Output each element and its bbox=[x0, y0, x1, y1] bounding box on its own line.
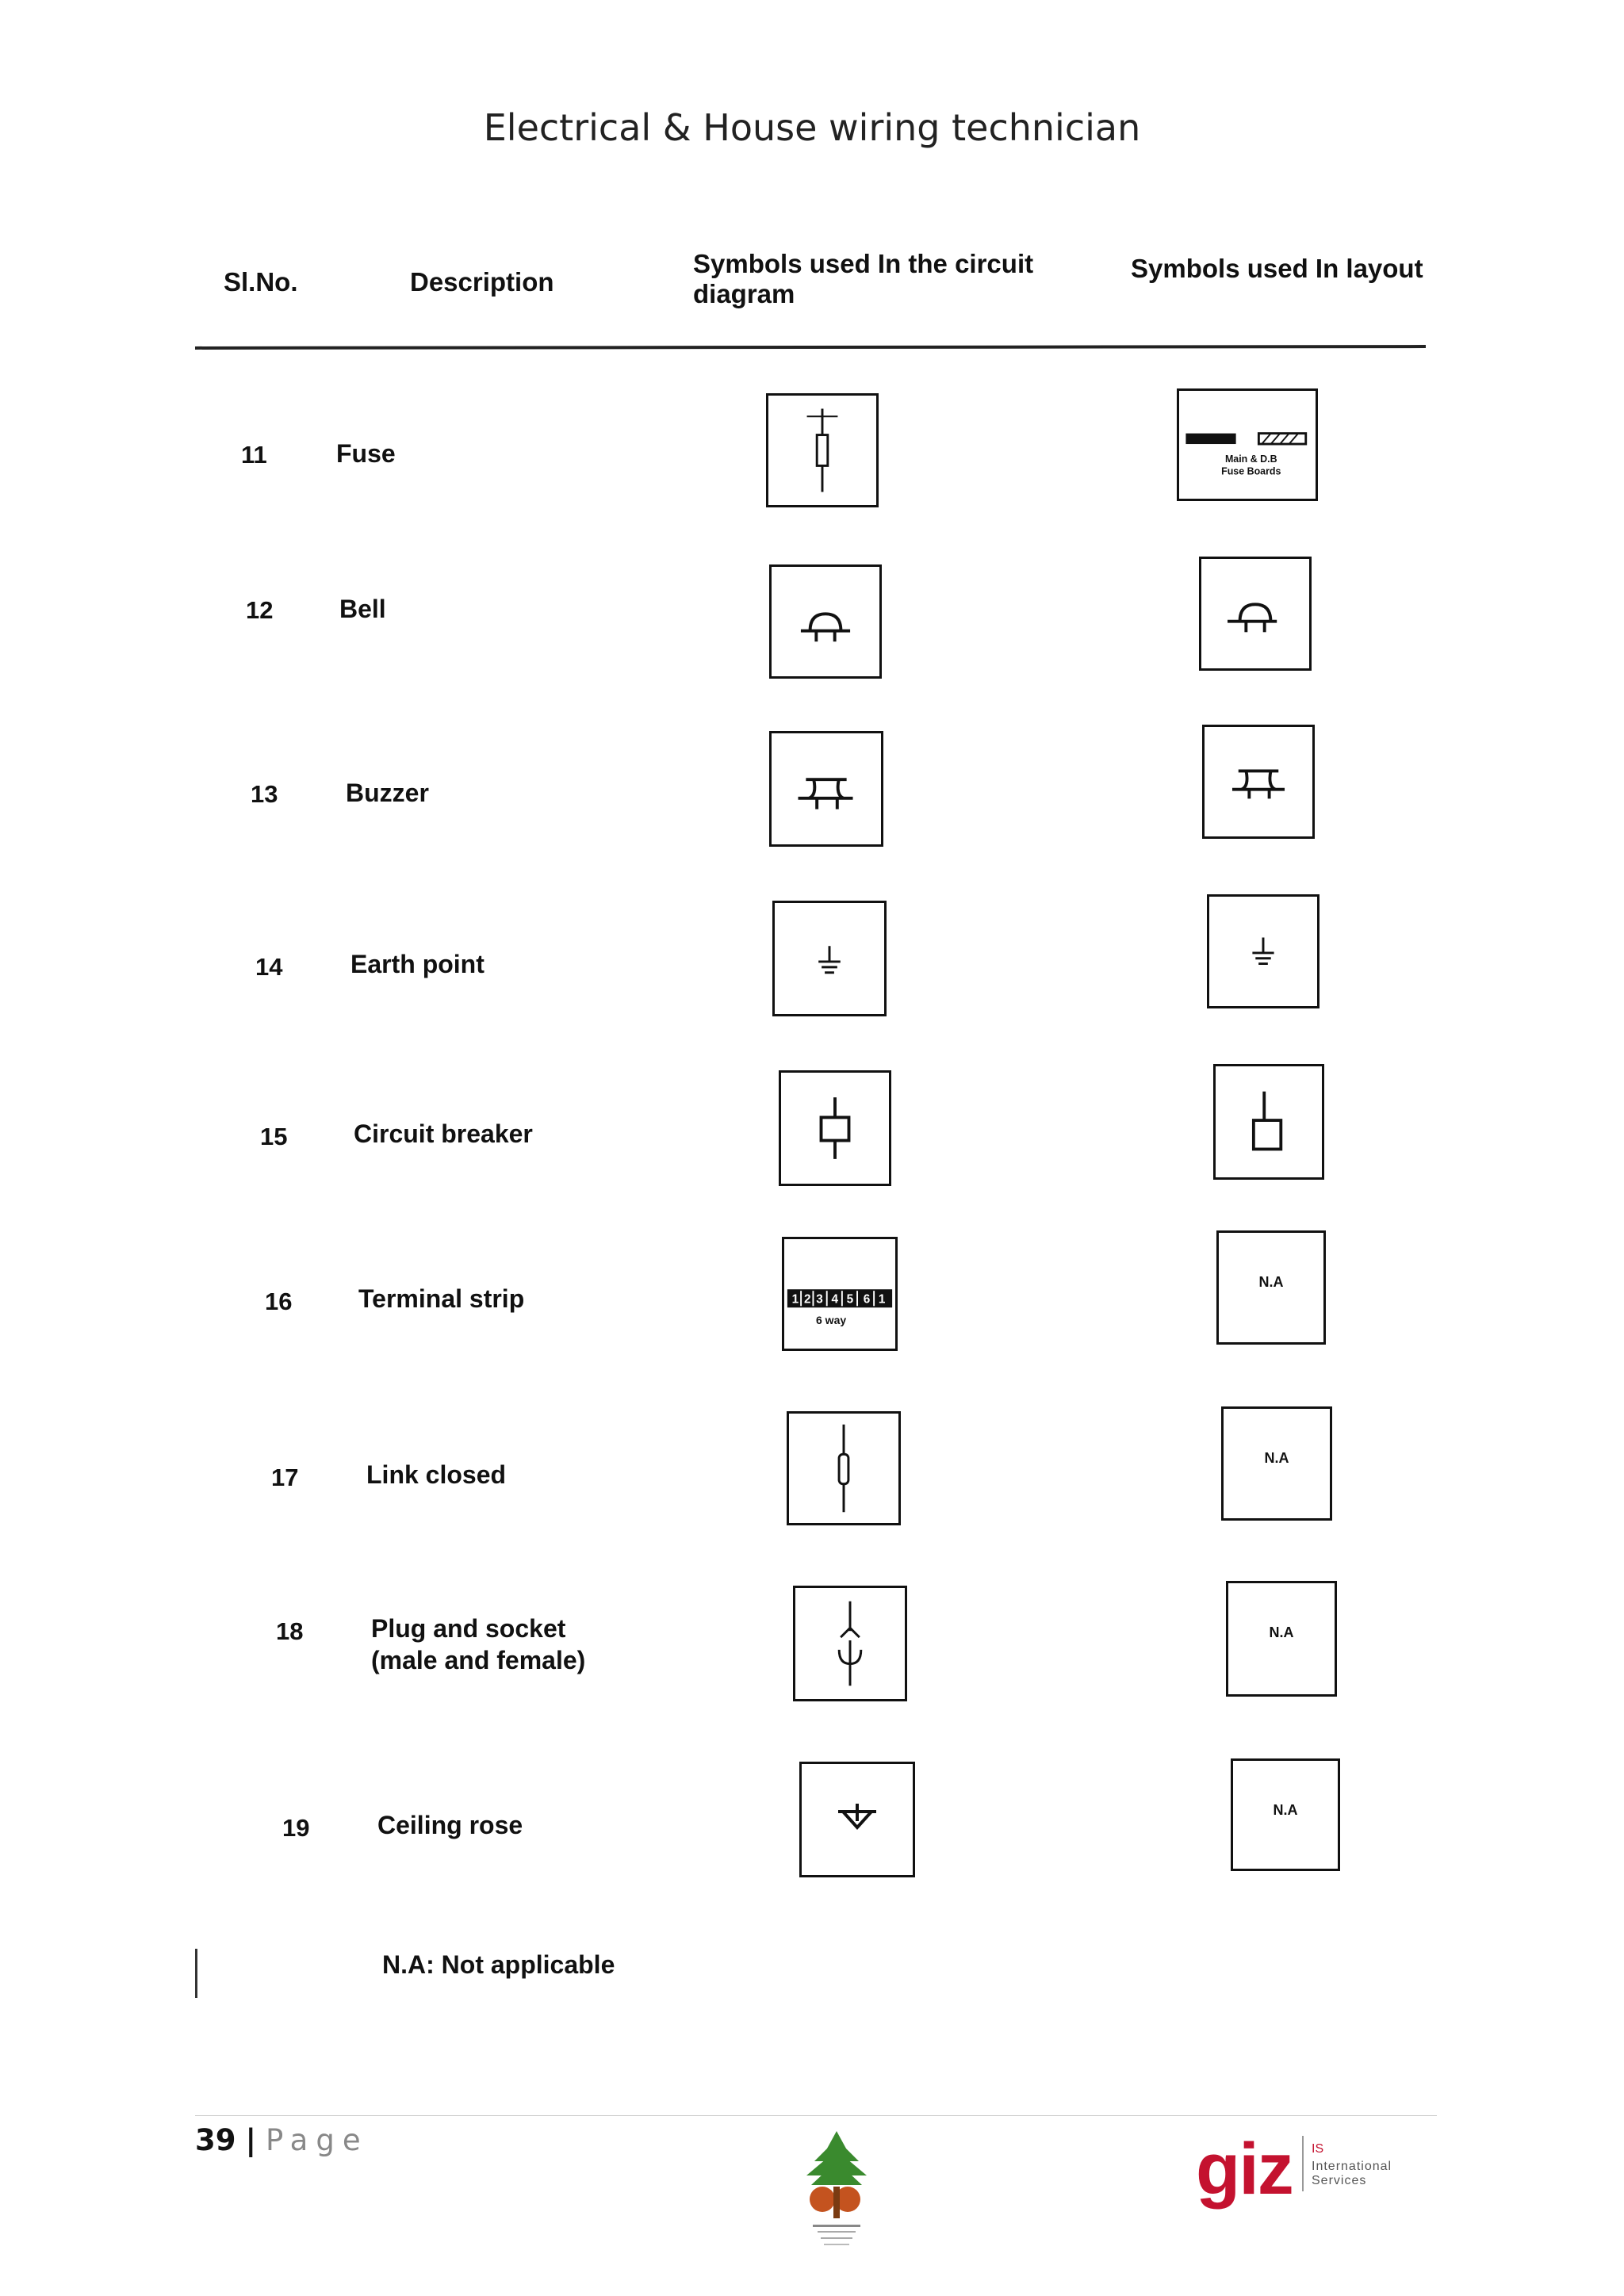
layout-na-box bbox=[1231, 1758, 1340, 1871]
layout-na-box bbox=[1221, 1406, 1332, 1521]
giz-subtitle: International Services bbox=[1312, 2160, 1392, 2187]
bell-symbol-icon bbox=[1199, 557, 1312, 671]
ceiling-rose-symbol-icon bbox=[799, 1762, 915, 1877]
table-row bbox=[0, 1581, 1624, 1708]
row-description: Ceiling rose bbox=[377, 1811, 523, 1839]
buzzer-symbol-icon bbox=[1202, 725, 1315, 839]
row-number: 11 bbox=[241, 441, 267, 469]
row-number: 17 bbox=[271, 1464, 299, 1491]
earth-symbol-icon bbox=[1207, 894, 1320, 1008]
column-header-description: Description bbox=[410, 267, 554, 297]
row-description bbox=[371, 1613, 585, 1676]
row-description: Earth point bbox=[350, 950, 485, 978]
column-header-layout-symbols: Symbols used In layout bbox=[1131, 254, 1423, 283]
row-description-line1: Plug and socket bbox=[371, 1614, 566, 1643]
page-separator: | bbox=[245, 2123, 257, 2157]
svg-text:Main & D.B: Main & D.B bbox=[1224, 453, 1277, 465]
row-number: 13 bbox=[251, 780, 278, 808]
row-number: 16 bbox=[265, 1288, 293, 1315]
margin-mark bbox=[195, 1949, 197, 1998]
svg-text:3: 3 bbox=[816, 1292, 823, 1307]
row-number: 19 bbox=[282, 1814, 310, 1842]
table-row bbox=[0, 388, 1624, 515]
bell-symbol-icon bbox=[769, 564, 882, 679]
fuse-symbol-icon bbox=[766, 393, 879, 507]
circuit-breaker-symbol-icon bbox=[779, 1070, 891, 1186]
row-number: 15 bbox=[260, 1123, 288, 1150]
circuit-breaker-layout-icon bbox=[1213, 1064, 1324, 1180]
svg-text:5: 5 bbox=[846, 1292, 854, 1307]
buzzer-symbol-icon bbox=[769, 731, 883, 847]
row-number: 18 bbox=[276, 1617, 304, 1645]
page-header-title: Electrical & House wiring technician bbox=[483, 106, 1141, 149]
giz-logo-text: giz bbox=[1196, 2129, 1293, 2210]
page-number-value: 39 bbox=[195, 2123, 236, 2157]
terminal-strip-symbol-icon bbox=[782, 1237, 898, 1351]
footnote: N.A: Not applicable bbox=[382, 1950, 615, 1979]
svg-text:4: 4 bbox=[831, 1292, 838, 1307]
giz-logo bbox=[1196, 2129, 1450, 2210]
row-number: 12 bbox=[246, 596, 274, 624]
svg-text:6: 6 bbox=[863, 1292, 871, 1307]
palm-tree-logo-icon bbox=[781, 2125, 892, 2252]
link-closed-symbol-icon bbox=[787, 1411, 901, 1525]
table-row bbox=[0, 1758, 1624, 1885]
table-row bbox=[0, 563, 1624, 690]
na-label: N.A bbox=[1258, 1274, 1284, 1290]
table-row bbox=[0, 1067, 1624, 1194]
row-description: Terminal strip bbox=[358, 1284, 525, 1313]
row-description-line2: (male and female) bbox=[371, 1646, 586, 1674]
row-description: Bell bbox=[339, 595, 386, 623]
svg-text:2: 2 bbox=[803, 1292, 811, 1307]
earth-symbol-icon bbox=[772, 901, 887, 1016]
row-description: Fuse bbox=[336, 439, 396, 468]
row-description: Link closed bbox=[366, 1460, 507, 1489]
page-number bbox=[195, 2123, 369, 2157]
table-row bbox=[0, 1406, 1624, 1533]
layout-na-box bbox=[1216, 1230, 1326, 1345]
plug-socket-symbol-icon bbox=[793, 1586, 907, 1701]
giz-is-label: IS bbox=[1312, 2142, 1324, 2156]
header-divider bbox=[195, 345, 1426, 350]
row-description: Circuit breaker bbox=[354, 1119, 533, 1148]
footer-divider bbox=[195, 2115, 1437, 2116]
svg-text:1: 1 bbox=[791, 1292, 799, 1307]
giz-logo-divider bbox=[1302, 2136, 1304, 2191]
na-label: N.A bbox=[1269, 1624, 1294, 1640]
table-row bbox=[0, 1234, 1624, 1360]
page-word: Page bbox=[266, 2123, 369, 2157]
svg-text:Fuse Boards: Fuse Boards bbox=[1221, 465, 1281, 477]
column-header-sl-no: Sl.No. bbox=[224, 267, 298, 297]
na-label: N.A bbox=[1264, 1450, 1289, 1466]
column-header-circuit-symbols: Symbols used In the circuit diagram bbox=[693, 249, 1034, 308]
table-row bbox=[0, 728, 1624, 855]
main-db-fuse-boards-icon bbox=[1177, 388, 1318, 501]
svg-text:1: 1 bbox=[878, 1292, 886, 1307]
terminal-strip-caption: 6 way bbox=[816, 1314, 847, 1326]
layout-na-box bbox=[1226, 1581, 1337, 1697]
table-row bbox=[0, 899, 1624, 1026]
na-label: N.A bbox=[1273, 1802, 1298, 1818]
row-description: Buzzer bbox=[346, 779, 429, 807]
row-number: 14 bbox=[255, 953, 283, 981]
